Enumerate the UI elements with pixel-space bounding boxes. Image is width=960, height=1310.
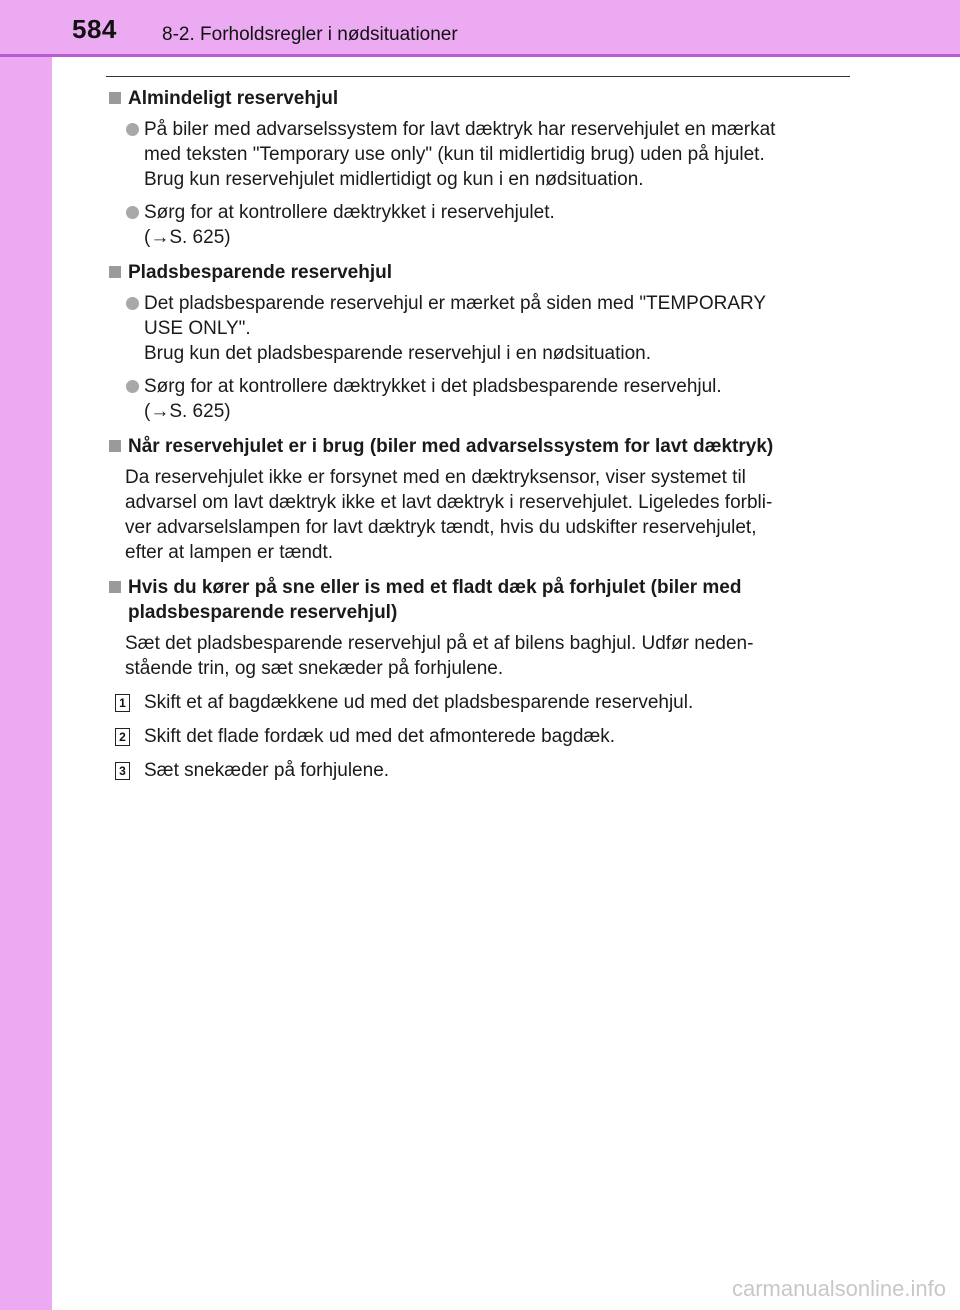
step-item: 2 Skift det flade fordæk ud med det afmonterede bagdæk. <box>106 724 850 749</box>
heading-regular-spare: Almindeligt reservehjul <box>106 86 850 111</box>
watermark: carmanualsonline.info <box>731 1276 946 1301</box>
heading-spare-in-use: Når reservehjulet er i brug (biler med advarselssystem for lavt dæktryk) <box>106 434 850 459</box>
header-divider <box>0 54 960 57</box>
heading-snow-ice: Hvis du kører på sne eller is med et fladt dæk på forhjulet (biler med pladsbesparende reservehjul) <box>106 575 850 625</box>
paragraph: Sæt det pladsbesparende reservehjul på et af bilens baghjul. Udfør neden- stående trin, og sæt snekæder på forhjulene. <box>125 633 754 679</box>
square-bullet-icon <box>109 92 121 104</box>
square-bullet-icon <box>109 266 121 278</box>
step-number-box: 3 <box>115 762 130 780</box>
round-bullet-icon <box>126 123 139 136</box>
page-content <box>106 86 850 783</box>
heading-compact-spare: Pladsbesparende reservehjul <box>106 260 850 285</box>
page-number: 584 <box>72 14 117 44</box>
square-bullet-icon <box>109 440 121 452</box>
page-reference-link[interactable]: (→S. 625) <box>144 227 231 248</box>
paragraph: Da reservehjulet ikke er forsynet med en dæktryksensor, viser systemet til advarsel om lavt dæktryk ikke et lavt dæktryk i reservehjulet. Ligeledes forbli- ver advarselslampen for lavt dæktryk tændt, hvis du udskifter reservehjulet, efter at lampen er tændt. <box>125 467 773 563</box>
step-number-box: 2 <box>115 728 130 746</box>
bullet-item: På biler med advarselssystem for lavt dæktryk har reservehjulet en mærkat med teksten "Temporary use only" (kun til midlertidig brug) uden på hjulet. Brug kun reservehjulet midlertidigt og kun i en nødsituation. <box>106 117 850 192</box>
header-color-band <box>0 0 960 54</box>
page-reference-link[interactable]: (→S. 625) <box>144 401 231 422</box>
bullet-item: Sørg for at kontrollere dæktrykket i det pladsbesparende reservehjul. (→S. 625) <box>106 374 850 424</box>
side-color-band <box>0 0 52 1310</box>
content-top-rule <box>106 76 850 77</box>
square-bullet-icon <box>109 581 121 593</box>
round-bullet-icon <box>126 380 139 393</box>
section-title: 8-2. Forholdsregler i nødsituationer <box>162 24 458 45</box>
step-item: 1 Skift et af bagdækkene ud med det pladsbesparende reservehjul. <box>106 690 850 715</box>
round-bullet-icon <box>126 206 139 219</box>
step-number-box: 1 <box>115 694 130 712</box>
bullet-item: Det pladsbesparende reservehjul er mærket på siden med "TEMPORARY USE ONLY". Brug kun det pladsbesparende reservehjul i en nødsituation. <box>106 291 850 366</box>
step-item: 3 Sæt snekæder på forhjulene. <box>106 758 850 783</box>
round-bullet-icon <box>126 297 139 310</box>
bullet-item: Sørg for at kontrollere dæktrykket i reservehjulet. (→S. 625) <box>106 200 850 250</box>
